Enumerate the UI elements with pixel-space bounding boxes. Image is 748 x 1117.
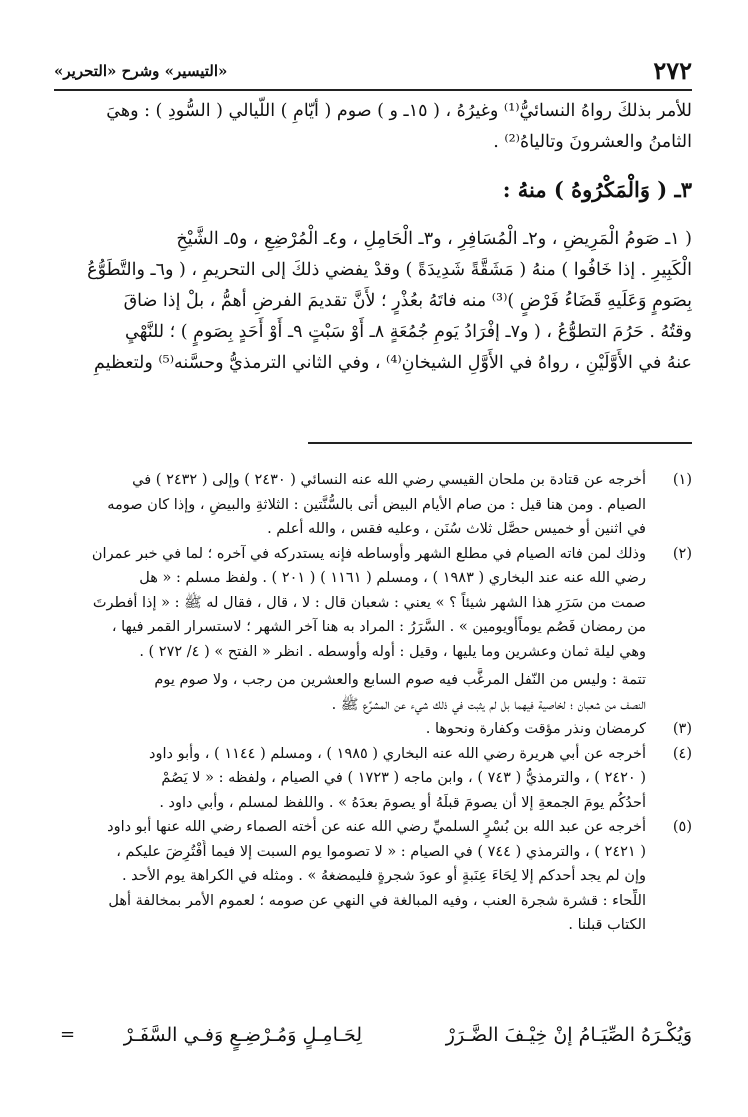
footnote-5: [54, 815, 692, 938]
running-title: «التيسير» وشرح «التحرير»: [54, 62, 228, 80]
continuation-mark: =: [60, 1024, 76, 1045]
footnote-number: (٣): [672, 721, 692, 737]
footnote-line: تتمة : وليس من النّفل المرغَّب فيه صوم السابع والعشرين من رجب ، ولا صوم يوم: [154, 672, 646, 688]
footnote-separator: [308, 442, 692, 444]
paragraph-intro: [54, 96, 692, 158]
footnote-line: أخرجه عن عبد الله بن بُسْرٍ السلميِّ رضي الله عنه عن أخته الصماء رضي الله عنها أبو داود: [107, 819, 646, 835]
footnote-number: (٢): [672, 545, 692, 562]
footnote-3: [54, 717, 692, 742]
footnote-line: اللِّحاء : قشرة شجرة العنب ، وفيه المبالغة في النهي عن صومه ؛ لعموم الأمر بمخالفة أهل: [108, 892, 646, 909]
text-line: ( ١ـ صَومُ الْمَرِيضِ ، و٢ـ الْمُسَافِرِ ، و٣ـ الْحَامِلِ ، و٤ـ الْمُرْضِعِ ، و٥ـ الشَّيْخِ: [176, 229, 692, 249]
footnotes: [54, 468, 692, 938]
footnote-line: النصف من شعبان ؛ لخاصية فيهما بل لم يثبت في ذلك شيء عن المشرِّع ﷺ .: [331, 696, 646, 713]
header-rule: [54, 89, 692, 91]
text-line: الْكَبِيرِ . إذا خَافُوا ) منهُ ( مَشَقَّةً شَدِيدَةً ) وقدْ يفضي ذلكَ إلى التحريمِ ، ( و٦ـ والتَّطَوُّعُ: [87, 260, 692, 280]
footnote-2: [54, 542, 692, 665]
footnote-line: من رمضان فَصُم يوماًأويومين » . السَّرَرُ : المراد به هنا آخر الشهر ؛ لاستسرار القمر فيها ،: [111, 619, 646, 635]
text-line: بِصَومٍ وَعَلَيهِ قَضَاءُ فَرْضٍ )⁽³⁾ منه فاتَهُ بعُذْرٍ ؛ لأَنَّ تقديمَ الفرضِ أهمُّ ، بلْ إذا ضاقَ: [123, 291, 692, 311]
footnote-line: أخرجه عن أبي هريرة رضي الله عنه البخاري ( ١٩٨٥ ) ، ومسلم ( ١١٤٤ ) ، وأبو داود: [149, 745, 646, 762]
text-line: عنهُ في الأَوَّلَيْنِ ، رواهُ في الأَوَّلِ الشيخانِ⁽⁴⁾ ، وفي الثاني الترمذيُّ وحسَّنه⁽⁵⁾ ولتعظيمِ: [94, 353, 692, 373]
paragraph-makruh: [54, 224, 692, 379]
footnote-line: الكتاب قبلنا .: [568, 917, 646, 933]
footnote-1: [54, 468, 692, 542]
text-line: وقتُهُ . حَرُمَ التطوُّعُ ، ( و٧ـ إفْرَادُ يَومِ جُمُعَةٍ ٨ـ أَوْ سَبْتٍ ٩ـ أَوْ أَحَدٍ بِصَومٍ ) ؛ للنَّهْيِ: [125, 322, 692, 342]
footnote-supplement: [54, 668, 692, 717]
footnote-line: ( ٢٤٢١ ) ، والترمذي ( ٧٤٤ ) في الصيام : « لا تصوموا يوم السبت إلا فيما أُفْتُرِضَ عليكم ،: [116, 843, 646, 860]
footnote-number: (٤): [672, 745, 692, 762]
footnote-number: (١): [672, 472, 692, 488]
footnote-4: [54, 742, 692, 816]
page-header: [54, 56, 692, 86]
page-number: ٢٧٢: [653, 56, 692, 85]
footnote-line: رضي الله عنه عند البخاري ( ١٩٨٣ ) ، ومسلم ( ١١٦١ ) ( ٢٠١ ) . ولفظ مسلم : « هل: [139, 570, 646, 586]
footnote-number: (٥): [672, 819, 692, 835]
poem-first-hemistich: وَيُكْـرَهُ الصِّيَـامُ إنْ خِيْـفَ الضَّـرَرْ: [445, 1024, 692, 1046]
footnote-line: أحدُكُم يومَ الجمعةِ إلا أن يصومَ قبلَهُ أو يصومَ بعدَهُ » . واللفظ لمسلم ، وأبي داود .: [159, 794, 646, 811]
footnote-line: أخرجه عن قتادة بن ملحان القيسي رضي الله عنه النسائي ( ٢٤٣٠ ) وإلى ( ٢٤٣٢ ) في: [132, 472, 646, 488]
main-text: [54, 96, 692, 379]
footnote-line: كرمضان ونذر مؤقت وكفارة ونحوها .: [425, 721, 646, 737]
footnote-line: وذلك لمن فاته الصيام في مطلع الشهر وأوساطه فإنه يستدركه في آخره ؛ لما في خبر عمران: [91, 545, 646, 562]
footnote-line: الصيام . ومن هنا قيل : من صام الأيام البيض أتى بالسُّنَّتين : الثلاثةِ والبيضِ ، وإذا كان صومه: [107, 496, 646, 513]
poem-second-hemistich: لِحَـامِـلٍ وَمُـرْضِـعٍ وَفـي السَّفَـرْ: [123, 1024, 362, 1046]
section-heading: ٣ـ ( وَالْمَكْرُوهُ ) منهُ :: [502, 177, 692, 202]
footnote-line: ( ٢٤٢٠ ) ، والترمذيُّ ( ٧٤٣ ) ، وابن ماجه ( ١٧٢٣ ) في الصيام ، ولفظه : « لا يَصُمْ: [161, 770, 646, 786]
footnote-line: وإن لم يجد أحدكم إلا لِحَاءَ عِنَبةٍ أو عودَ شجرةٍ فليمضغهُ » . ومثله في الكراهة يوم الأحد .: [121, 868, 646, 884]
text-line: الثامنُ والعشرونَ وتالياهُ⁽²⁾ .: [493, 132, 692, 152]
footnote-line: صمت من سَرَرِ هذا الشهر شيئاً ؟ » يعني : شعبان قال : لا ، قال ، فقال له ﷺ : « إذا أفطرتَ: [92, 594, 646, 611]
footnote-line: وهي ليلة ثمان وعشرين وما يليها ، وقيل : أوله وأوسطه . انظر « الفتح » ( ٤/ ٢٧٢ ) .: [139, 643, 646, 660]
text-line: للأمر بذلكَ رواهُ النسائيُّ⁽¹⁾ وغيرُهُ ، ( ١٥ـ و ) صوم ( أيّامِ ) اللّيالي ( السُّودِ ) : وهيَ: [106, 101, 692, 121]
poem-verse: [54, 1024, 692, 1058]
footnote-line: في اثنين أو خميس حصَّل ثلاث سُنَن ، وعليه فقس ، والله أعلم .: [267, 521, 646, 537]
